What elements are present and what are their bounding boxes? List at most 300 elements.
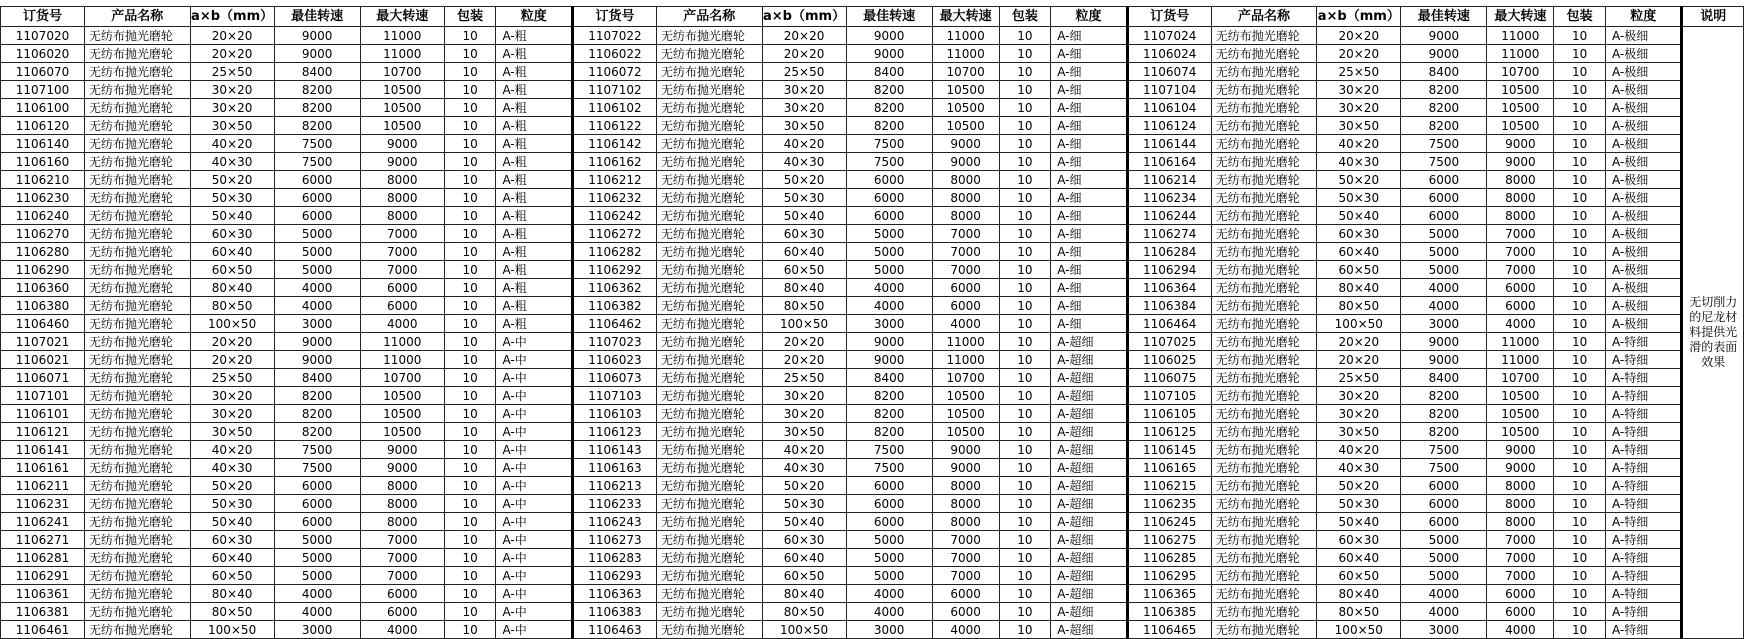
cell-product-name: 无纺布抛光磨轮 <box>1211 63 1317 81</box>
cell-grade: A-粗 <box>496 27 572 45</box>
table-row <box>1 243 1744 261</box>
cell-product-name: 无纺布抛光磨轮 <box>85 477 191 495</box>
cell-dimensions: 30×20 <box>190 387 274 405</box>
cell-best-speed: 9000 <box>846 333 932 351</box>
cell-product-name: 无纺布抛光磨轮 <box>656 585 762 603</box>
cell-max-speed: 10700 <box>360 369 444 387</box>
cell-best-speed: 9000 <box>846 45 932 63</box>
cell-product-name: 无纺布抛光磨轮 <box>1211 603 1317 621</box>
cell-dimensions: 80×40 <box>190 279 274 297</box>
cell-grade: A-超细 <box>1051 603 1127 621</box>
cell-max-speed: 4000 <box>1487 315 1554 333</box>
cell-product-name: 无纺布抛光磨轮 <box>1211 351 1317 369</box>
cell-grade: A-粗 <box>496 81 572 99</box>
cell-grade: A-细 <box>1051 279 1127 297</box>
cell-grade: A-特细 <box>1605 549 1681 567</box>
cell-max-speed: 7000 <box>932 261 999 279</box>
cell-best-speed: 5000 <box>1401 261 1487 279</box>
cell-order-no: 1107105 <box>1127 387 1211 405</box>
cell-package: 10 <box>1554 315 1606 333</box>
cell-package: 10 <box>999 243 1051 261</box>
cell-best-speed: 4000 <box>274 279 360 297</box>
cell-product-name: 无纺布抛光磨轮 <box>656 477 762 495</box>
cell-order-no: 1106363 <box>572 585 656 603</box>
cell-dimensions: 30×20 <box>1317 99 1401 117</box>
cell-order-no: 1106215 <box>1127 477 1211 495</box>
cell-grade: A-细 <box>1051 189 1127 207</box>
cell-max-speed: 8000 <box>360 207 444 225</box>
cell-grade: A-极细 <box>1605 261 1681 279</box>
cell-max-speed: 10500 <box>932 387 999 405</box>
cell-package: 10 <box>999 261 1051 279</box>
cell-grade: A-特细 <box>1605 387 1681 405</box>
cell-dimensions: 100×50 <box>762 621 846 639</box>
cell-grade: A-极细 <box>1605 225 1681 243</box>
cell-max-speed: 8000 <box>1487 189 1554 207</box>
cell-order-no: 1106243 <box>572 513 656 531</box>
cell-dimensions: 100×50 <box>190 621 274 639</box>
cell-product-name: 无纺布抛光磨轮 <box>85 135 191 153</box>
cell-grade: A-超细 <box>1051 405 1127 423</box>
cell-max-speed: 8000 <box>932 189 999 207</box>
cell-grade: A-超细 <box>1051 423 1127 441</box>
cell-dimensions: 50×40 <box>762 207 846 225</box>
cell-max-speed: 9000 <box>1487 459 1554 477</box>
cell-order-no: 1106244 <box>1127 207 1211 225</box>
cell-best-speed: 5000 <box>846 243 932 261</box>
table-row <box>1 81 1744 99</box>
cell-package: 10 <box>444 243 496 261</box>
cell-max-speed: 6000 <box>1487 297 1554 315</box>
cell-order-no: 1106383 <box>572 603 656 621</box>
cell-product-name: 无纺布抛光磨轮 <box>85 423 191 441</box>
cell-best-speed: 9000 <box>1401 45 1487 63</box>
cell-best-speed: 4000 <box>846 585 932 603</box>
table-row <box>1 297 1744 315</box>
cell-max-speed: 6000 <box>932 585 999 603</box>
cell-max-speed: 7000 <box>1487 531 1554 549</box>
cell-package: 10 <box>444 315 496 333</box>
cell-package: 10 <box>1554 225 1606 243</box>
cell-grade: A-中 <box>496 585 572 603</box>
cell-dimensions: 30×20 <box>762 99 846 117</box>
cell-order-no: 1106462 <box>572 315 656 333</box>
cell-best-speed: 5000 <box>846 531 932 549</box>
cell-dimensions: 100×50 <box>1317 315 1401 333</box>
cell-package: 10 <box>444 297 496 315</box>
table-row <box>1 279 1744 297</box>
cell-package: 10 <box>999 549 1051 567</box>
cell-product-name: 无纺布抛光磨轮 <box>1211 153 1317 171</box>
cell-grade: A-极细 <box>1605 99 1681 117</box>
cell-best-speed: 6000 <box>1401 189 1487 207</box>
cell-best-speed: 3000 <box>1401 315 1487 333</box>
cell-max-speed: 10500 <box>360 387 444 405</box>
cell-dimensions: 20×20 <box>762 333 846 351</box>
cell-max-speed: 9000 <box>1487 135 1554 153</box>
cell-order-no: 1106364 <box>1127 279 1211 297</box>
cell-max-speed: 9000 <box>932 459 999 477</box>
cell-dimensions: 60×50 <box>762 261 846 279</box>
cell-dimensions: 60×30 <box>762 531 846 549</box>
cell-best-speed: 6000 <box>1401 171 1487 189</box>
cell-best-speed: 8200 <box>274 99 360 117</box>
cell-dimensions: 50×40 <box>190 207 274 225</box>
cell-best-speed: 3000 <box>274 621 360 639</box>
cell-package: 10 <box>1554 603 1606 621</box>
cell-max-speed: 9000 <box>360 135 444 153</box>
cell-grade: A-极细 <box>1605 45 1681 63</box>
cell-order-no: 1106281 <box>1 549 85 567</box>
cell-best-speed: 6000 <box>274 513 360 531</box>
cell-dimensions: 50×20 <box>762 477 846 495</box>
cell-order-no: 1106101 <box>1 405 85 423</box>
cell-order-no: 1106125 <box>1127 423 1211 441</box>
header-dimensions: a×b（mm） <box>762 7 846 27</box>
cell-product-name: 无纺布抛光磨轮 <box>1211 477 1317 495</box>
cell-best-speed: 4000 <box>1401 279 1487 297</box>
cell-max-speed: 8000 <box>932 513 999 531</box>
cell-best-speed: 6000 <box>846 513 932 531</box>
cell-max-speed: 7000 <box>932 567 999 585</box>
header-order-no: 订货号 <box>1127 7 1211 27</box>
cell-dimensions: 60×30 <box>1317 225 1401 243</box>
cell-package: 10 <box>444 333 496 351</box>
cell-product-name: 无纺布抛光磨轮 <box>656 45 762 63</box>
cell-best-speed: 7500 <box>846 153 932 171</box>
cell-grade: A-粗 <box>496 45 572 63</box>
cell-dimensions: 80×50 <box>1317 297 1401 315</box>
cell-package: 10 <box>444 549 496 567</box>
cell-dimensions: 50×20 <box>1317 171 1401 189</box>
cell-max-speed: 6000 <box>1487 603 1554 621</box>
header-order-no: 订货号 <box>572 7 656 27</box>
cell-best-speed: 5000 <box>274 261 360 279</box>
cell-product-name: 无纺布抛光磨轮 <box>85 279 191 297</box>
cell-best-speed: 7500 <box>274 153 360 171</box>
cell-best-speed: 6000 <box>846 189 932 207</box>
cell-dimensions: 25×50 <box>762 63 846 81</box>
cell-grade: A-中 <box>496 495 572 513</box>
cell-package: 10 <box>1554 27 1606 45</box>
cell-best-speed: 4000 <box>1401 297 1487 315</box>
cell-product-name: 无纺布抛光磨轮 <box>85 549 191 567</box>
cell-order-no: 1106241 <box>1 513 85 531</box>
cell-package: 10 <box>999 333 1051 351</box>
cell-order-no: 1106141 <box>1 441 85 459</box>
cell-best-speed: 6000 <box>274 477 360 495</box>
cell-dimensions: 80×50 <box>1317 603 1401 621</box>
cell-best-speed: 5000 <box>274 225 360 243</box>
cell-grade: A-特细 <box>1605 603 1681 621</box>
cell-grade: A-超细 <box>1051 387 1127 405</box>
cell-max-speed: 8000 <box>360 513 444 531</box>
header-max-speed: 最大转速 <box>360 7 444 27</box>
cell-best-speed: 5000 <box>1401 225 1487 243</box>
cell-best-speed: 3000 <box>1401 621 1487 639</box>
cell-grade: A-特细 <box>1605 477 1681 495</box>
cell-product-name: 无纺布抛光磨轮 <box>85 81 191 99</box>
cell-product-name: 无纺布抛光磨轮 <box>1211 459 1317 477</box>
cell-product-name: 无纺布抛光磨轮 <box>1211 549 1317 567</box>
cell-best-speed: 5000 <box>1401 531 1487 549</box>
header-package: 包装 <box>1554 7 1606 27</box>
cell-package: 10 <box>1554 477 1606 495</box>
cell-max-speed: 8000 <box>932 171 999 189</box>
cell-dimensions: 50×30 <box>190 495 274 513</box>
cell-package: 10 <box>999 153 1051 171</box>
cell-max-speed: 11000 <box>932 351 999 369</box>
cell-order-no: 1106020 <box>1 45 85 63</box>
cell-product-name: 无纺布抛光磨轮 <box>656 81 762 99</box>
cell-order-no: 1106242 <box>572 207 656 225</box>
cell-order-no: 1106212 <box>572 171 656 189</box>
cell-dimensions: 30×50 <box>762 117 846 135</box>
cell-order-no: 1106240 <box>1 207 85 225</box>
cell-max-speed: 10700 <box>932 63 999 81</box>
cell-package: 10 <box>444 585 496 603</box>
cell-product-name: 无纺布抛光磨轮 <box>85 603 191 621</box>
cell-grade: A-粗 <box>496 135 572 153</box>
cell-max-speed: 10500 <box>932 81 999 99</box>
cell-product-name: 无纺布抛光磨轮 <box>85 585 191 603</box>
cell-order-no: 1106465 <box>1127 621 1211 639</box>
cell-order-no: 1106102 <box>572 99 656 117</box>
cell-order-no: 1106280 <box>1 243 85 261</box>
cell-max-speed: 9000 <box>360 441 444 459</box>
cell-grade: A-粗 <box>496 279 572 297</box>
cell-order-no: 1106292 <box>572 261 656 279</box>
cell-package: 10 <box>999 171 1051 189</box>
cell-product-name: 无纺布抛光磨轮 <box>85 45 191 63</box>
cell-grade: A-粗 <box>496 261 572 279</box>
cell-max-speed: 10500 <box>932 117 999 135</box>
table-row <box>1 585 1744 603</box>
cell-order-no: 1106104 <box>1127 99 1211 117</box>
cell-dimensions: 60×40 <box>762 549 846 567</box>
cell-order-no: 1106460 <box>1 315 85 333</box>
cell-best-speed: 8400 <box>846 63 932 81</box>
cell-product-name: 无纺布抛光磨轮 <box>85 369 191 387</box>
cell-order-no: 1106142 <box>572 135 656 153</box>
cell-order-no: 1106160 <box>1 153 85 171</box>
cell-order-no: 1106140 <box>1 135 85 153</box>
cell-best-speed: 7500 <box>274 459 360 477</box>
cell-grade: A-极细 <box>1605 63 1681 81</box>
table-row <box>1 315 1744 333</box>
cell-product-name: 无纺布抛光磨轮 <box>85 621 191 639</box>
cell-dimensions: 40×20 <box>762 135 846 153</box>
cell-dimensions: 60×30 <box>1317 531 1401 549</box>
cell-package: 10 <box>1554 189 1606 207</box>
cell-best-speed: 6000 <box>846 477 932 495</box>
cell-best-speed: 5000 <box>274 549 360 567</box>
cell-dimensions: 20×20 <box>190 27 274 45</box>
cell-product-name: 无纺布抛光磨轮 <box>85 63 191 81</box>
cell-best-speed: 6000 <box>846 171 932 189</box>
cell-order-no: 1106464 <box>1127 315 1211 333</box>
cell-dimensions: 30×20 <box>762 387 846 405</box>
cell-package: 10 <box>444 117 496 135</box>
cell-max-speed: 10500 <box>932 99 999 117</box>
cell-best-speed: 3000 <box>274 315 360 333</box>
cell-grade: A-特细 <box>1605 621 1681 639</box>
cell-dimensions: 25×50 <box>190 63 274 81</box>
cell-product-name: 无纺布抛光磨轮 <box>656 459 762 477</box>
cell-max-speed: 7000 <box>1487 549 1554 567</box>
cell-grade: A-极细 <box>1605 117 1681 135</box>
cell-package: 10 <box>444 27 496 45</box>
cell-dimensions: 50×20 <box>762 171 846 189</box>
cell-best-speed: 5000 <box>274 243 360 261</box>
cell-grade: A-细 <box>1051 153 1127 171</box>
cell-grade: A-细 <box>1051 45 1127 63</box>
cell-grade: A-细 <box>1051 135 1127 153</box>
cell-best-speed: 4000 <box>846 279 932 297</box>
header-product-name: 产品名称 <box>1211 7 1317 27</box>
cell-best-speed: 6000 <box>274 207 360 225</box>
cell-package: 10 <box>444 81 496 99</box>
cell-max-speed: 7000 <box>932 243 999 261</box>
cell-product-name: 无纺布抛光磨轮 <box>1211 441 1317 459</box>
cell-best-speed: 8200 <box>274 81 360 99</box>
cell-max-speed: 8000 <box>360 495 444 513</box>
cell-product-name: 无纺布抛光磨轮 <box>1211 189 1317 207</box>
cell-dimensions: 30×50 <box>190 117 274 135</box>
cell-dimensions: 60×40 <box>190 243 274 261</box>
cell-max-speed: 6000 <box>360 585 444 603</box>
cell-package: 10 <box>1554 351 1606 369</box>
cell-product-name: 无纺布抛光磨轮 <box>656 621 762 639</box>
cell-best-speed: 6000 <box>274 495 360 513</box>
cell-order-no: 1106214 <box>1127 171 1211 189</box>
cell-product-name: 无纺布抛光磨轮 <box>656 549 762 567</box>
table-row <box>1 171 1744 189</box>
cell-product-name: 无纺布抛光磨轮 <box>656 603 762 621</box>
cell-product-name: 无纺布抛光磨轮 <box>656 153 762 171</box>
cell-order-no: 1106233 <box>572 495 656 513</box>
cell-max-speed: 7000 <box>932 531 999 549</box>
cell-package: 10 <box>444 621 496 639</box>
cell-best-speed: 6000 <box>846 207 932 225</box>
cell-package: 10 <box>1554 495 1606 513</box>
table-row <box>1 603 1744 621</box>
cell-order-no: 1106361 <box>1 585 85 603</box>
cell-package: 10 <box>999 621 1051 639</box>
cell-order-no: 1106295 <box>1127 567 1211 585</box>
cell-product-name: 无纺布抛光磨轮 <box>656 189 762 207</box>
cell-dimensions: 80×40 <box>1317 279 1401 297</box>
table-row <box>1 153 1744 171</box>
cell-best-speed: 3000 <box>846 621 932 639</box>
cell-dimensions: 60×50 <box>190 261 274 279</box>
cell-product-name: 无纺布抛光磨轮 <box>656 333 762 351</box>
cell-grade: A-中 <box>496 369 572 387</box>
cell-product-name: 无纺布抛光磨轮 <box>656 63 762 81</box>
cell-order-no: 1107101 <box>1 387 85 405</box>
cell-best-speed: 8200 <box>274 387 360 405</box>
cell-grade: A-极细 <box>1605 279 1681 297</box>
cell-package: 10 <box>1554 621 1606 639</box>
cell-grade: A-超细 <box>1051 459 1127 477</box>
cell-order-no: 1106021 <box>1 351 85 369</box>
cell-best-speed: 8200 <box>274 117 360 135</box>
cell-dimensions: 60×40 <box>190 549 274 567</box>
cell-dimensions: 60×30 <box>190 225 274 243</box>
cell-order-no: 1106461 <box>1 621 85 639</box>
cell-product-name: 无纺布抛光磨轮 <box>656 423 762 441</box>
cell-dimensions: 100×50 <box>762 315 846 333</box>
cell-package: 10 <box>999 189 1051 207</box>
cell-best-speed: 5000 <box>1401 549 1487 567</box>
cell-dimensions: 30×20 <box>190 99 274 117</box>
cell-product-name: 无纺布抛光磨轮 <box>1211 207 1317 225</box>
cell-grade: A-极细 <box>1605 81 1681 99</box>
cell-best-speed: 4000 <box>1401 585 1487 603</box>
cell-dimensions: 40×20 <box>762 441 846 459</box>
cell-max-speed: 4000 <box>932 315 999 333</box>
cell-order-no: 1106270 <box>1 225 85 243</box>
cell-product-name: 无纺布抛光磨轮 <box>85 261 191 279</box>
cell-max-speed: 4000 <box>932 621 999 639</box>
cell-best-speed: 9000 <box>274 333 360 351</box>
cell-package: 10 <box>1554 81 1606 99</box>
table-row <box>1 459 1744 477</box>
cell-max-speed: 8000 <box>360 189 444 207</box>
cell-package: 10 <box>999 351 1051 369</box>
cell-product-name: 无纺布抛光磨轮 <box>1211 117 1317 135</box>
cell-package: 10 <box>1554 549 1606 567</box>
cell-max-speed: 7000 <box>1487 261 1554 279</box>
cell-best-speed: 7500 <box>1401 441 1487 459</box>
cell-grade: A-细 <box>1051 27 1127 45</box>
cell-max-speed: 7000 <box>932 549 999 567</box>
cell-dimensions: 20×20 <box>190 45 274 63</box>
cell-max-speed: 8000 <box>932 495 999 513</box>
cell-max-speed: 8000 <box>360 171 444 189</box>
cell-best-speed: 5000 <box>846 567 932 585</box>
cell-grade: A-粗 <box>496 225 572 243</box>
cell-grade: A-超细 <box>1051 567 1127 585</box>
cell-product-name: 无纺布抛光磨轮 <box>1211 45 1317 63</box>
header-max-speed: 最大转速 <box>932 7 999 27</box>
cell-product-name: 无纺布抛光磨轮 <box>656 279 762 297</box>
table-row <box>1 63 1744 81</box>
cell-order-no: 1106285 <box>1127 549 1211 567</box>
cell-product-name: 无纺布抛光磨轮 <box>656 225 762 243</box>
cell-product-name: 无纺布抛光磨轮 <box>1211 567 1317 585</box>
cell-best-speed: 6000 <box>846 495 932 513</box>
cell-product-name: 无纺布抛光磨轮 <box>656 171 762 189</box>
cell-best-speed: 9000 <box>274 45 360 63</box>
cell-product-name: 无纺布抛光磨轮 <box>85 531 191 549</box>
cell-max-speed: 6000 <box>360 279 444 297</box>
cell-package: 10 <box>999 477 1051 495</box>
cell-product-name: 无纺布抛光磨轮 <box>656 243 762 261</box>
cell-grade: A-特细 <box>1605 567 1681 585</box>
cell-order-no: 1107025 <box>1127 333 1211 351</box>
table-row <box>1 117 1744 135</box>
cell-order-no: 1106122 <box>572 117 656 135</box>
cell-best-speed: 4000 <box>1401 603 1487 621</box>
cell-max-speed: 8000 <box>1487 495 1554 513</box>
cell-package: 10 <box>1554 261 1606 279</box>
header-row <box>1 7 1744 27</box>
cell-package: 10 <box>999 99 1051 117</box>
header-best-speed: 最佳转速 <box>1401 7 1487 27</box>
cell-package: 10 <box>1554 369 1606 387</box>
note-cell: 无切削力的尼龙材料提供光滑的表面效果 <box>1682 27 1744 639</box>
